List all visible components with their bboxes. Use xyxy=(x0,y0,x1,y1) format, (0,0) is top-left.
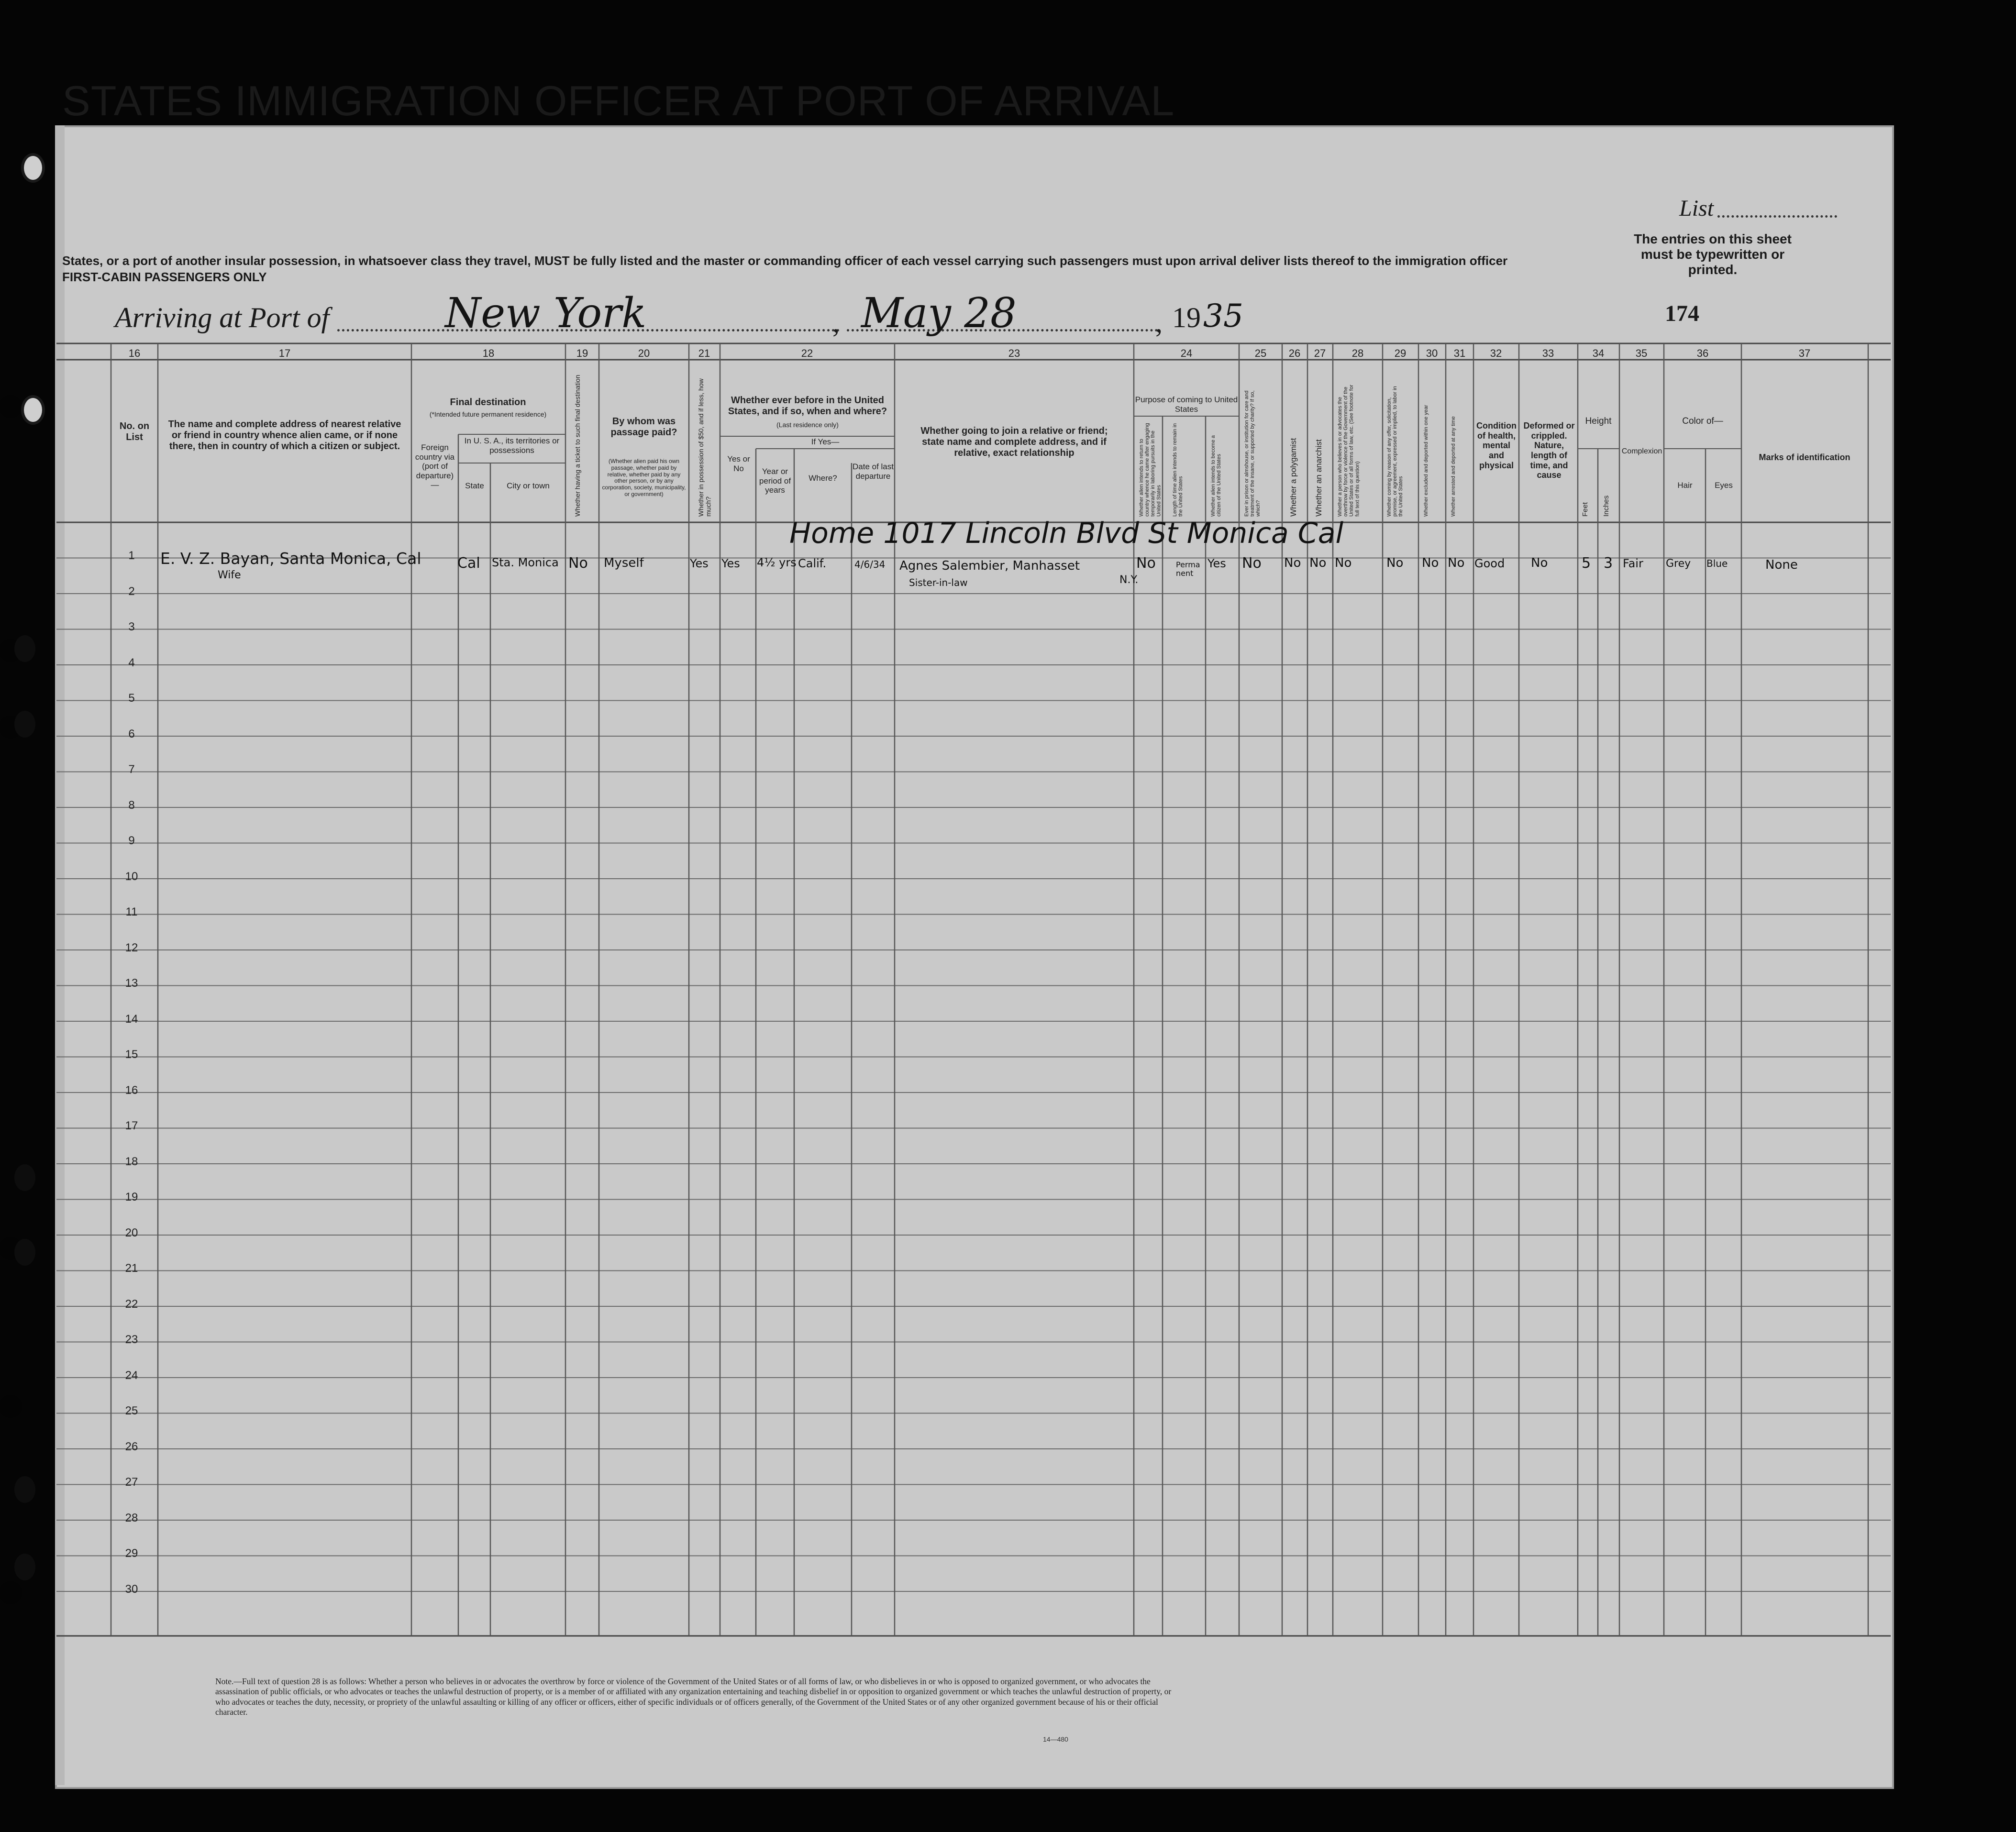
binding-strip xyxy=(55,125,65,1785)
entries-note: The entries on this sheet must be typewritten or printed. xyxy=(1634,232,1792,277)
entry-inches: 3 xyxy=(1604,555,1613,572)
col-number: 33 xyxy=(1542,347,1554,359)
entry-home-address: Home 1017 Lincoln Blvd St Monica Cal xyxy=(789,517,1344,550)
header-fifty-dollars: Whether in possession of $50, and if less, how much? xyxy=(697,378,712,517)
header-if-yes: If Yes— xyxy=(811,437,840,446)
header-color-of: Color of— xyxy=(1682,416,1723,426)
header-in-usa: In U. S. A., its territories or possessions xyxy=(464,436,560,455)
punch-hole xyxy=(14,1239,35,1266)
header-overthrow: Whether a person who believes in or advocates the overthrow by force or violence of the Government of the United States or of all forms of law, etc. (See footnote for full text of this question) xyxy=(1337,385,1361,517)
header-marks: Marks of identification xyxy=(1759,452,1850,462)
header-ticket: Whether having a ticket to such final destination xyxy=(574,375,581,517)
col-number: 17 xyxy=(278,347,291,359)
header-prison: Ever in prison or almshouse, or institution for care and treatment of the insane, or supported by charity? If so, which? xyxy=(1244,390,1262,517)
ring-hole xyxy=(21,153,45,183)
header-purpose-length: Length of time alien intends to remain in the United States xyxy=(1172,423,1184,517)
header-hair: Hair xyxy=(1677,481,1693,490)
punch-hole xyxy=(0,1581,22,1604)
header-where: Where? xyxy=(809,474,837,483)
entry-purpose-return: No xyxy=(1136,555,1156,572)
row-number: 15 xyxy=(125,1048,138,1061)
header-feet: Feet xyxy=(1581,502,1589,517)
col-number: 35 xyxy=(1635,347,1648,359)
entry-fifty-dollars: Yes xyxy=(690,557,709,570)
row-number: 28 xyxy=(125,1511,138,1524)
row-number: 17 xyxy=(125,1119,138,1132)
header-arrested: Whether arrested and deported at any time xyxy=(1451,416,1456,517)
form-subtitle: States, or a port of another insular possession, in whatsoever class they travel, MUST be fully listed and the master or commanding officer of each vessel carrying such passengers must upon arrival deliver lists thereof to the immigration officer xyxy=(62,254,1508,268)
entry-join-relative: Agnes Salembier, Manhasset xyxy=(899,559,1080,573)
row-number: 16 xyxy=(125,1083,138,1097)
col-number: 25 xyxy=(1254,347,1267,359)
col-number: 28 xyxy=(1351,347,1364,359)
col-number: 34 xyxy=(1592,347,1605,359)
punch-hole xyxy=(14,1164,35,1191)
entry-join-state: N.Y. xyxy=(1119,574,1139,586)
header-polygamist: Whether a polygamist xyxy=(1289,438,1298,517)
row-number: 19 xyxy=(125,1191,138,1203)
header-final-destination-note: (*Intended future permanent residence) xyxy=(429,410,547,418)
entry-purpose-length: Perma nent xyxy=(1176,560,1200,578)
col-number: 18 xyxy=(482,347,495,359)
entry-complexion: Fair xyxy=(1623,557,1643,570)
header-passage-paid: By whom was passage paid? xyxy=(610,416,677,438)
header-join-relative: Whether going to join a relative or friend; state name and complete address, and if relative, exact relationship xyxy=(920,426,1108,458)
row-number: 6 xyxy=(128,727,135,740)
header-years: Year or period of years xyxy=(759,467,791,495)
header-eyes: Eyes xyxy=(1715,481,1733,490)
entry-ever-before: Yes xyxy=(721,557,740,570)
header-state: State xyxy=(465,481,484,490)
row-number: 24 xyxy=(125,1368,138,1382)
row-number: 5 xyxy=(128,692,135,705)
header-inches: Inches xyxy=(1602,495,1610,517)
header-no-on-list: No. on List xyxy=(119,421,150,442)
entry-passage-paid: Myself xyxy=(604,556,644,570)
entry-years: 4½ yrs xyxy=(757,556,797,569)
row-number: 29 xyxy=(125,1547,138,1560)
header-passage-paid-note: (Whether alien paid his own passage, whether paid by relative, whether paid by any other person, or by any corporation, society, municipality, or government) xyxy=(602,458,686,497)
entry-join-relation: Sister-in-law xyxy=(909,577,968,588)
header-final-destination: Final destination xyxy=(450,397,526,408)
entry-deformed: No xyxy=(1531,556,1548,570)
manifest-sheet xyxy=(55,125,1894,1789)
col-number: 21 xyxy=(698,347,710,359)
entry-purpose-citizen: Yes xyxy=(1207,557,1226,570)
col-number: 37 xyxy=(1798,347,1811,359)
port-handwritten: New York xyxy=(445,289,647,337)
date-handwritten: May 28 xyxy=(861,289,1017,337)
entry-anarchist: No xyxy=(1309,556,1327,570)
row-number: 20 xyxy=(125,1226,138,1239)
entry-health: Good xyxy=(1474,557,1505,570)
header-ever-before-us: Whether ever before in the United States, and if so, when and where? xyxy=(728,395,887,417)
col-number: 19 xyxy=(576,347,588,359)
sheet-number: 174 xyxy=(1665,301,1699,326)
header-complexion: Complexion xyxy=(1621,447,1662,455)
row-number: 7 xyxy=(128,763,135,776)
header-labor-offer: Whether coming by reason of any offer, solicitation, promise, or agreement, expressed or implied, to labor in the United States xyxy=(1386,386,1404,517)
entry-excluded: No xyxy=(1422,556,1439,570)
cabin-class: FIRST-CABIN PASSENGERS ONLY xyxy=(62,270,267,284)
col-number: 20 xyxy=(638,347,650,359)
header-yes-no: Yes or No xyxy=(727,454,750,473)
punch-hole xyxy=(14,1476,35,1503)
row-number: 8 xyxy=(128,798,135,812)
header-relative-address: The name and complete address of nearest relative or friend in country whence alien came, or if none there, then in country of which a citizen or subject. xyxy=(168,419,401,452)
row-number: 13 xyxy=(125,977,138,990)
entry-ticket: No xyxy=(568,555,588,572)
row-number: 25 xyxy=(125,1404,138,1417)
entry-polygamist: No xyxy=(1284,556,1301,570)
row-number: 4 xyxy=(128,656,135,669)
punch-hole xyxy=(0,395,22,418)
footnote: Note.—Full text of question 28 is as follows: Whether a person who believes in or advocates the overthrow by force or violence of the Government of the United States or of all forms of law, or who disbelieves in or who is opposed to organized government, or who advocates the assassination of public officials, or who advocates or teaches the unlawful destruction of property, or is a member of or affiliated with any organization entertaining and teaching disbelief in or opposition to organized government or which teaches the unlawful destruction of property, or who advocates or teaches the duty, necessity, or propriety of the unlawful assaulting or killing of any officer or officers, either of specific individuals or of officers generally, of the Government of the United States or of any other organized government because of his or their official character. xyxy=(215,1677,1172,1717)
col-number: 16 xyxy=(128,347,141,359)
entry-labor-offer: No xyxy=(1386,556,1404,570)
ring-hole xyxy=(21,395,45,425)
row-number: 27 xyxy=(125,1476,138,1489)
header-last-residence: (Last residence only) xyxy=(776,421,839,429)
row-number: 12 xyxy=(125,941,138,954)
header-city: City or town xyxy=(507,481,550,490)
punch-hole xyxy=(14,1554,35,1580)
row-number: 22 xyxy=(125,1297,138,1311)
comma: , xyxy=(1155,307,1163,338)
col-number: 23 xyxy=(1008,347,1020,359)
entry-marks: None xyxy=(1765,558,1798,572)
form-title: STATES IMMIGRATION OFFICER AT PORT OF ARRIVAL xyxy=(62,77,1175,124)
entry-feet: 5 xyxy=(1582,555,1591,572)
entry-arrested: No xyxy=(1448,556,1465,570)
col-number: 32 xyxy=(1490,347,1502,359)
entry-relative-name: E. V. Z. Bayan, Santa Monica, Cal xyxy=(160,549,421,568)
punch-hole xyxy=(0,1395,22,1418)
list-label: List xyxy=(1679,196,1714,221)
header-last-departure: Date of last departure xyxy=(853,462,894,481)
header-height: Height xyxy=(1585,416,1612,426)
row-number: 23 xyxy=(125,1333,138,1346)
header-purpose-citizen: Whether alien intends to become a citizen of the United States xyxy=(1210,435,1222,517)
col-number: 31 xyxy=(1453,347,1466,359)
list-line xyxy=(1717,215,1837,218)
entry-overthrow: No xyxy=(1335,556,1352,570)
col-number: 30 xyxy=(1426,347,1438,359)
entry-relative-relation: Wife xyxy=(218,569,241,581)
form-number: 14—480 xyxy=(1043,1735,1068,1743)
row-number: 14 xyxy=(125,1012,138,1026)
row-number: 3 xyxy=(128,620,135,633)
entry-state: Cal xyxy=(457,555,480,572)
header-deformed: Deformed or crippled. Nature, length of time, and cause xyxy=(1523,421,1575,480)
row-number: 11 xyxy=(125,905,138,918)
row-number: 9 xyxy=(128,834,135,847)
row-number: 26 xyxy=(125,1440,138,1453)
arriving-label: Arriving at Port of xyxy=(115,302,330,333)
entry-eyes: Blue xyxy=(1706,558,1728,569)
header-health: Condition of health, mental and physical xyxy=(1476,421,1517,470)
col-number: 22 xyxy=(801,347,813,359)
row-number: 2 xyxy=(128,585,135,598)
year-handwritten: 35 xyxy=(1203,298,1243,334)
header-foreign-country: Foreign country via (port of departure)— xyxy=(415,443,455,490)
col-number: 24 xyxy=(1180,347,1193,359)
header-excluded: Whether excluded and deported within one year xyxy=(1423,405,1429,517)
row-number: 1 xyxy=(128,549,135,562)
row-number: 30 xyxy=(125,1582,138,1596)
punch-hole xyxy=(14,711,35,738)
entry-city: Sta. Monica xyxy=(492,556,559,569)
header-purpose-return: Whether alien intends to return to country whence he came after engaging temporarily in laboring pursuits in the United States xyxy=(1139,423,1162,517)
row-number: 21 xyxy=(125,1262,138,1275)
year-prefix: 19 xyxy=(1172,302,1201,333)
comma: , xyxy=(832,307,840,338)
punch-hole xyxy=(14,635,35,662)
row-number: 18 xyxy=(125,1155,138,1168)
entry-where: Calif. xyxy=(798,557,827,570)
col-number: 26 xyxy=(1288,347,1301,359)
col-number: 27 xyxy=(1314,347,1326,359)
entry-hair: Grey xyxy=(1666,558,1691,570)
entry-prison: No xyxy=(1242,555,1262,572)
col-number: 29 xyxy=(1394,347,1407,359)
entry-last-departure: 4/6/34 xyxy=(854,559,886,570)
col-number: 36 xyxy=(1696,347,1709,359)
header-purpose: Purpose of coming to United States xyxy=(1135,395,1238,414)
header-anarchist: Whether an anarchist xyxy=(1314,439,1323,517)
row-number: 10 xyxy=(125,870,138,883)
